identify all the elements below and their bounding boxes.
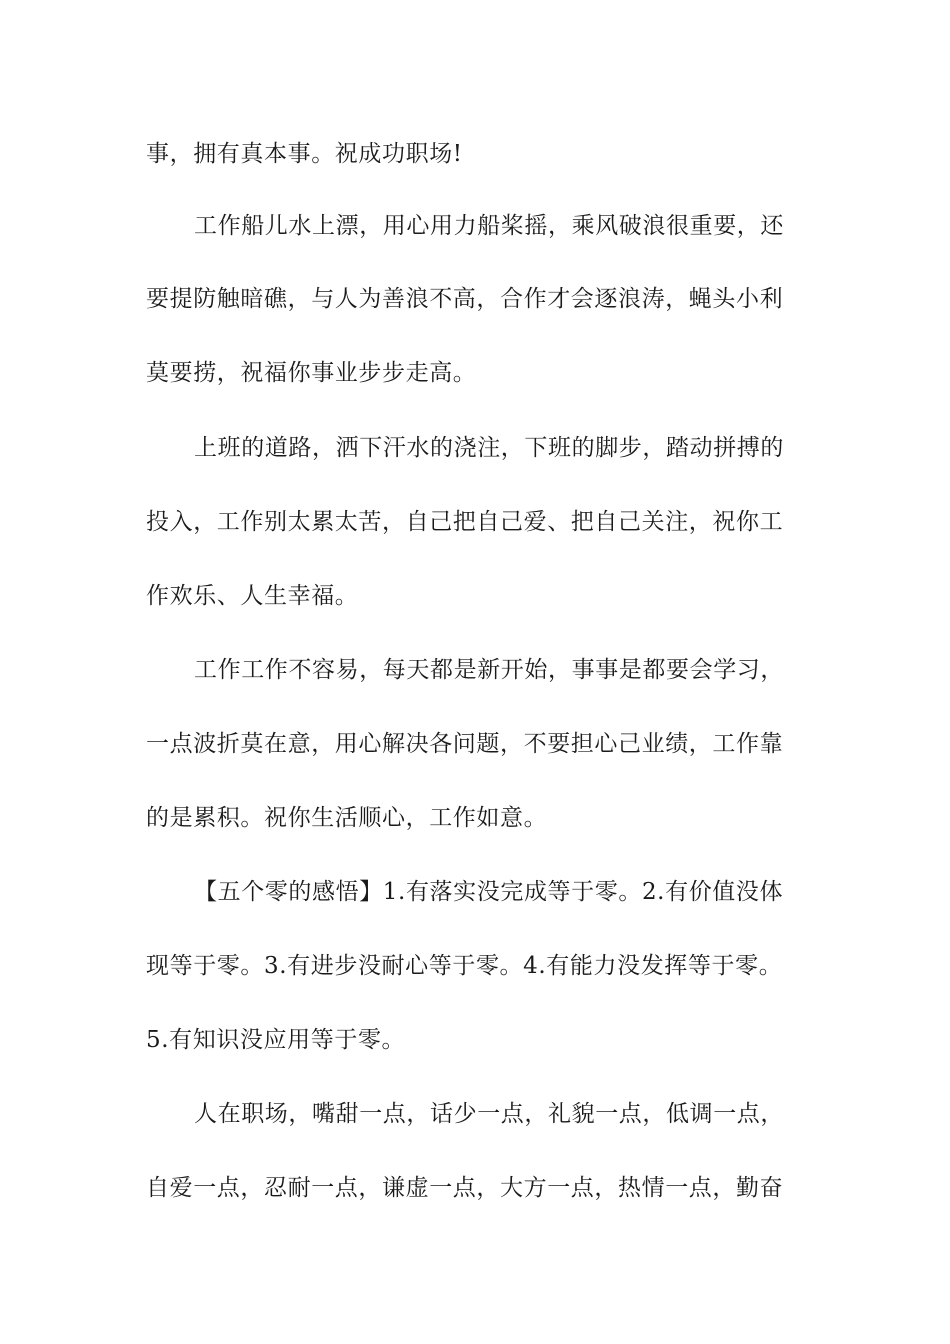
paragraph-first-line: 【五个零的感悟】1.有落实没完成等于零。2.有价值没体 <box>194 879 784 905</box>
text-line: 自爱一点，忍耐一点，谦虚一点，大方一点，热情一点，勤奋 <box>146 1175 784 1201</box>
text-line: 现等于零。3.有进步没耐心等于零。4.有能力没发挥等于零。 <box>146 953 783 979</box>
text-line: 莫要捞，祝福你事业步步走高。 <box>146 360 477 386</box>
paragraph-first-line: 工作工作不容易，每天都是新开始，事事是都要会学习， <box>194 657 784 683</box>
text-line: 要提防触暗礁，与人为善浪不高，合作才会逐浪涛，蝇头小利 <box>146 286 784 312</box>
text-line: 作欢乐、人生幸福。 <box>146 583 359 609</box>
paragraph-first-line: 人在职场，嘴甜一点，话少一点，礼貌一点，低调一点， <box>194 1101 784 1127</box>
paragraph-first-line: 工作船儿水上漂，用心用力船桨摇，乘风破浪很重要，还 <box>194 213 784 239</box>
text-line: 5.有知识没应用等于零。 <box>146 1027 406 1053</box>
text-line: 投入，工作别太累太苦，自己把自己爱、把自己关注，祝你工 <box>146 509 784 535</box>
text-line: 一点波折莫在意，用心解决各问题，不要担心己业绩，工作靠 <box>146 731 784 757</box>
text-line: 事，拥有真本事。祝成功职场! <box>146 141 463 167</box>
paragraph-first-line: 上班的道路，洒下汗水的浇注，下班的脚步，踏动拼搏的 <box>194 435 784 461</box>
text-line: 的是累积。祝你生活顺心，工作如意。 <box>146 805 548 831</box>
